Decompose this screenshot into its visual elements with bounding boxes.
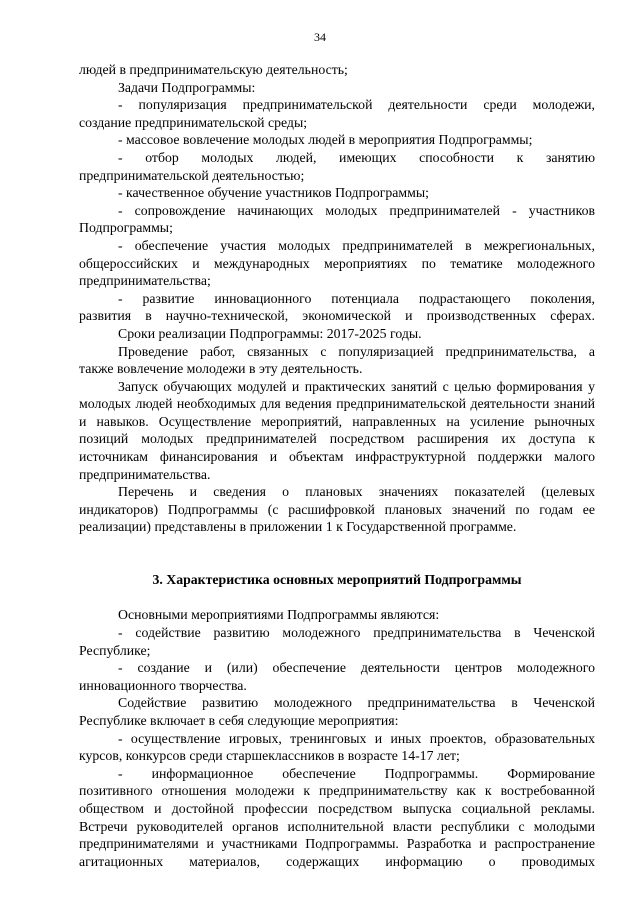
text-line: Содействие развитию молодежного предпринимательства в Чеченской	[118, 695, 595, 711]
spacer	[79, 554, 595, 572]
text-line: реализации) представлены в приложении 1 к Государственной программе.	[79, 519, 517, 535]
text-line: обществом и достойной профессии посредством выпуска социальной рекламы.	[79, 800, 595, 816]
text-line: - информационное обеспечение Подпрограммы. Формирование	[118, 765, 595, 781]
text-line: Задачи Подпрограммы:	[118, 79, 256, 95]
text-block-goals	[79, 61, 595, 536]
spacer	[79, 589, 595, 607]
spacer	[79, 536, 595, 554]
text-line: - отбор молодых людей, имеющих способности к занятию	[118, 149, 595, 165]
text-line: Встречи руководителей органов исполнительной власти республики с молодыми	[79, 818, 595, 834]
text-line: источникам финансирования и объектам инфраструктурной поддержки малого	[79, 449, 595, 465]
page-body	[79, 61, 595, 870]
text-line: индикаторов) Подпрограммы (с расшифровкой плановых значений по годам ее	[79, 501, 595, 517]
text-line: - развитие инновационного потенциала подрастающего поколения,	[118, 290, 595, 306]
text-line: Запуск обучающих модулей и практических занятий с целью формирования у	[118, 378, 595, 394]
text-line: - популяризация предпринимательской деятельности среди молодежи,	[118, 97, 595, 113]
text-line: - обеспечение участия молодых предпринимателей в межрегиональных,	[118, 237, 595, 253]
text-line: людей в предпринимательскую деятельность;	[79, 62, 348, 77]
text-line: - сопровождение начинающих молодых предпринимателей - участников	[118, 202, 595, 218]
text-line: Республике;	[79, 642, 151, 658]
text-block-activities	[79, 606, 595, 870]
text-line: предпринимательства;	[79, 273, 211, 289]
text-line: Перечень и сведения о плановых значениях показателей (целевых	[118, 484, 595, 500]
text-line: - создание и (или) обеспечение деятельности центров молодежного	[118, 660, 595, 676]
text-line: - содействие развитию молодежного предпринимательства в Чеченской	[118, 625, 595, 640]
page-number: 34	[314, 30, 326, 44]
text-line: создание предпринимательской среды;	[79, 114, 308, 130]
text-line: Основными мероприятиями Подпрограммы являются:	[118, 607, 440, 623]
text-line: - массовое вовлечение молодых людей в мероприятия Подпрограммы;	[118, 132, 533, 148]
text-line: Подпрограммы;	[79, 220, 173, 236]
text-line: предпринимателями и участниками Подпрограммы. Разработка и распространение	[79, 836, 595, 852]
text-line: позиций молодых предпринимателей посредством расширения их доступа к	[79, 431, 595, 447]
text-line: Республике включает в себя следующие мероприятия:	[79, 712, 399, 728]
text-line: позитивного отношения молодежи к предпринимательству как к востребованной	[79, 783, 595, 799]
text-line: Проведение работ, связанных с популяризацией предпринимательства, а	[118, 343, 595, 359]
text-line: молодых людей необходимых для ведения предпринимательской деятельности знаний	[79, 396, 595, 412]
text-line: инновационного творчества.	[79, 677, 247, 693]
text-line: - качественное обучение участников Подпрограммы;	[118, 185, 429, 201]
text-line: - осуществление игровых, тренинговых и иных проектов, образовательных	[118, 730, 595, 746]
text-line: курсов, конкурсов среди старшеклассников в возрасте 14-17 лет;	[79, 748, 460, 764]
text-line: и навыков. Осуществление мероприятий, направленных на усиление рыночных	[79, 413, 595, 429]
text-line: общероссийских и международных мероприятиях по тематике молодежного	[79, 255, 595, 271]
section-heading: 3. Характеристика основных мероприятий Подпрограммы	[152, 572, 522, 588]
text-line: Сроки реализации Подпрограммы: 2017-2025 годы.	[118, 325, 422, 341]
text-line: агитационных материалов, содержащих информацию о проводимых	[79, 853, 595, 869]
text-line: развития в научно-технической, экономической и производственных сферах.	[79, 308, 595, 324]
text-line: предпринимательства.	[79, 466, 211, 482]
text-line: предпринимательской деятельностью;	[79, 167, 305, 183]
text-line: также вовлечение молодежи в эту деятельность.	[79, 361, 363, 377]
